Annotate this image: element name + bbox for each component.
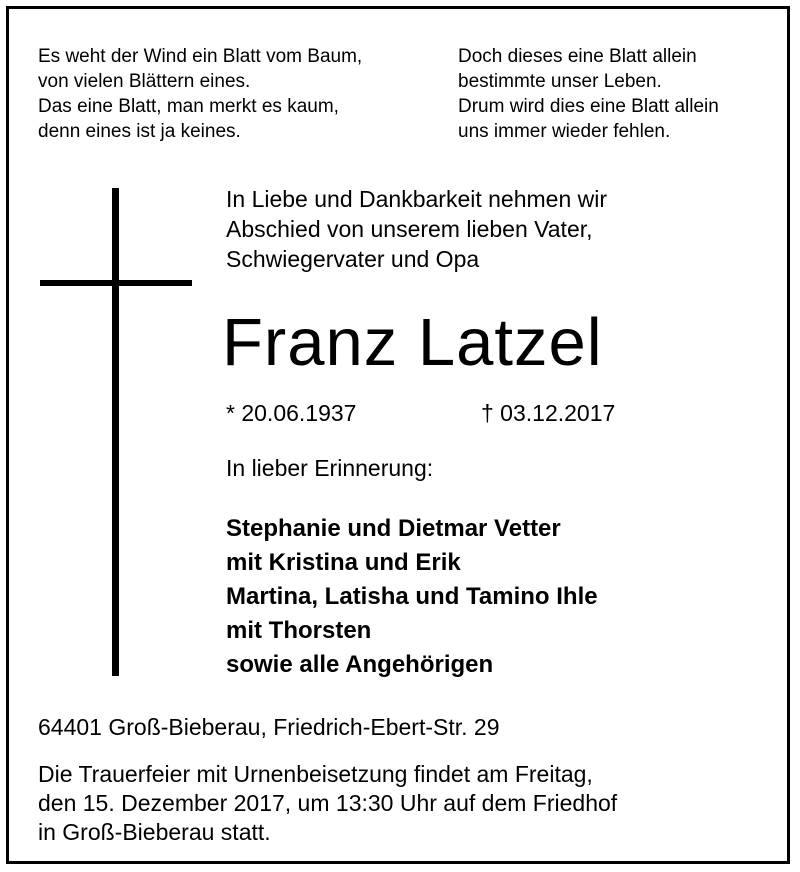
mourner-line: mit Kristina und Erik <box>226 549 461 576</box>
cross-icon-bar <box>40 280 192 286</box>
mourners-list <box>226 512 598 682</box>
deceased-name: Franz Latzel <box>222 305 603 380</box>
birth-date: * 20.06.1937 <box>226 400 357 426</box>
service-info: Die Trauerfeier mit Urnenbeisetzung findet am Freitag, den 15. Dezember 2017, um 13:30 Uhr auf dem Friedhof in Groß-Bieberau statt. <box>38 761 618 845</box>
mourner-line: mit Thorsten <box>226 617 372 644</box>
death-date: † 03.12.2017 <box>481 400 616 426</box>
cross-icon <box>112 188 119 676</box>
mourner-line: Martina, Latisha und Tamino Ihle <box>226 583 598 610</box>
poem-left: Es weht der Wind ein Blatt vom Baum, von vielen Blättern eines. Das eine Blatt, man merkt es kaum, denn eines ist ja keines. <box>38 46 363 142</box>
mourner-line: sowie alle Angehörigen <box>226 651 494 678</box>
memory-heading: In lieber Erinnerung: <box>226 455 434 481</box>
poem-right: Doch dieses eine Blatt allein bestimmte unser Leben. Drum wird dies eine Blatt allein uns immer wieder fehlen. <box>458 46 719 142</box>
intro-text: In Liebe und Dankbarkeit nehmen wir Abschied von unserem lieben Vater, Schwiegervater und Opa <box>226 186 608 272</box>
mourner-line: Stephanie und Dietmar Vetter <box>226 515 561 542</box>
address: 64401 Groß-Bieberau, Friedrich-Ebert-Str. 29 <box>38 714 500 740</box>
